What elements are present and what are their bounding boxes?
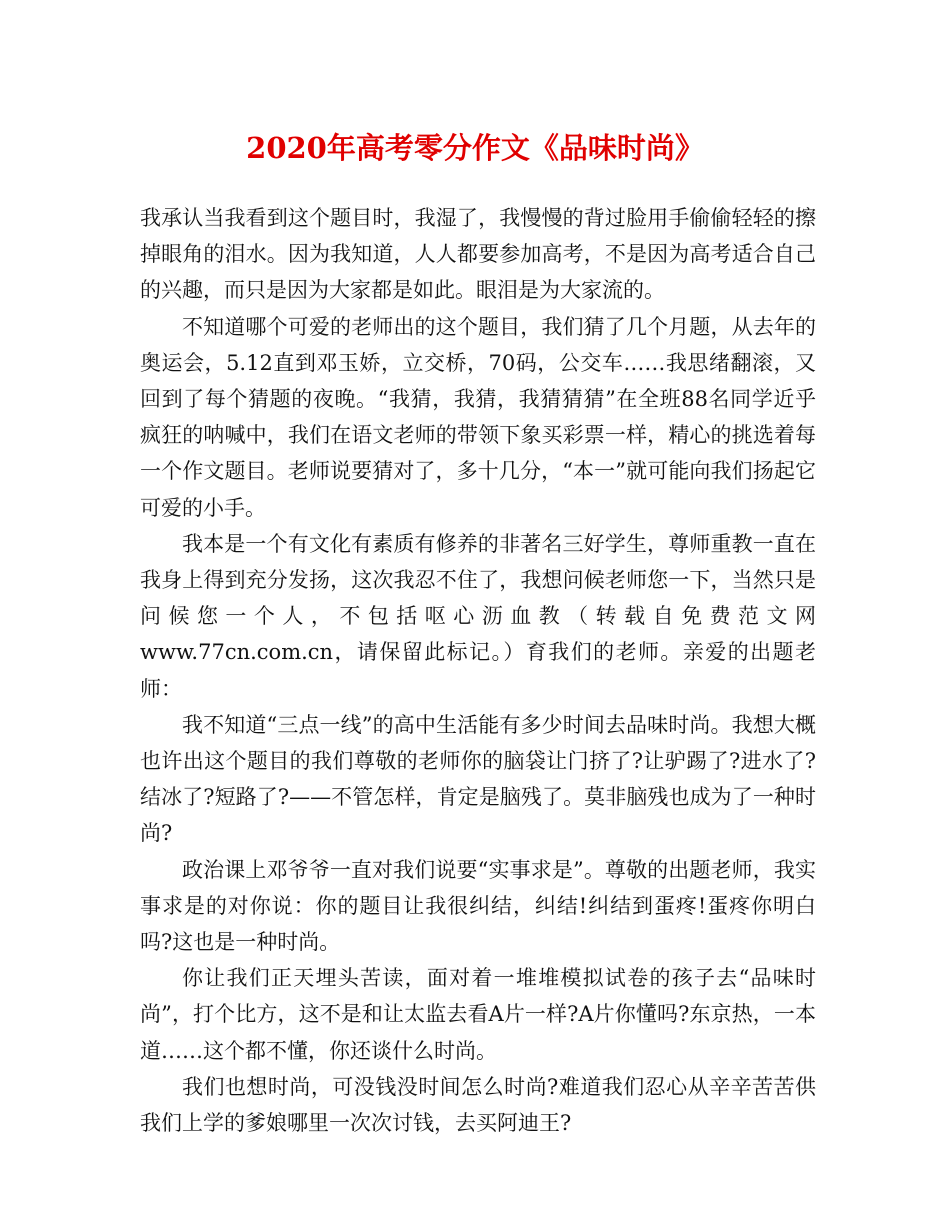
paragraph-6: 你让我们正天埋头苦读，面对着一堆堆模拟试卷的孩子去“品味时尚”，打个比方，这不是和让太监去看A片一样?A片你懂吗?东京热，一本道……这个都不懂，你还谈什么时尚。 — [140, 966, 816, 1063]
document-title: 2020年高考零分作文《品味时尚》 — [246, 131, 704, 165]
paragraph-5: 政治课上邓爷爷一直对我们说要“实事求是”。尊敬的出题老师，我实事求是的对你说：你的题目让我很纠结，纠结!纠结到蛋疼!蛋疼你明白吗?这也是一种时尚。 — [140, 857, 816, 955]
paragraph-1: 我承认当我看到这个题目时，我湿了，我慢慢的背过脸用手偷偷轻轻的擦掉眼角的泪水。因为我知道，人人都要参加高考，不是因为高考适合自己的兴趣，而只是因为大家都是如此。眼泪是为大家流的。 — [140, 206, 816, 303]
paragraph-3: 我本是一个有文化有素质有修养的非著名三好学生，尊师重教一直在我身上得到充分发扬，这次我忍不住了，我想问候老师您一下，当然只是问候您一个人，不包括呕心沥血教（转载自免费范文网www.77cn.com.cn，请保留此标记。）育我们的老师。亲爱的出题老师： — [140, 531, 816, 701]
paragraph-2: 不知道哪个可爱的老师出的这个题目，我们猜了几个月题，从去年的奥运会，5.12直到邓玉娇，立交桥，70码，公交车……我思绪翻滚，又回到了每个猜题的夜晚。“我猜，我猜，我猜猜猜”在全班88名同学近乎疯狂的呐喊中，我们在语文老师的带领下象买彩票一样，精心的挑选着每一个作文题目。老师说要猜对了，多十几分，“本一”就可能向我们扬起它可爱的小手。 — [140, 314, 816, 520]
paragraph-4: 我不知道“三点一线”的高中生活能有多少时间去品味时尚。我想大概也许出这个题目的我们尊敬的老师你的脑袋让门挤了?让驴踢了?进水了?结冰了?短路了?——不管怎样，肯定是脑残了。莫非脑残也成为了一种时尚? — [140, 712, 816, 846]
paragraph-7: 我们也想时尚，可没钱没时间怎么时尚?难道我们忍心从辛辛苦苦供我们上学的爹娘哪里一次次讨钱，去买阿迪王? — [140, 1074, 816, 1136]
document-body — [140, 200, 816, 1141]
